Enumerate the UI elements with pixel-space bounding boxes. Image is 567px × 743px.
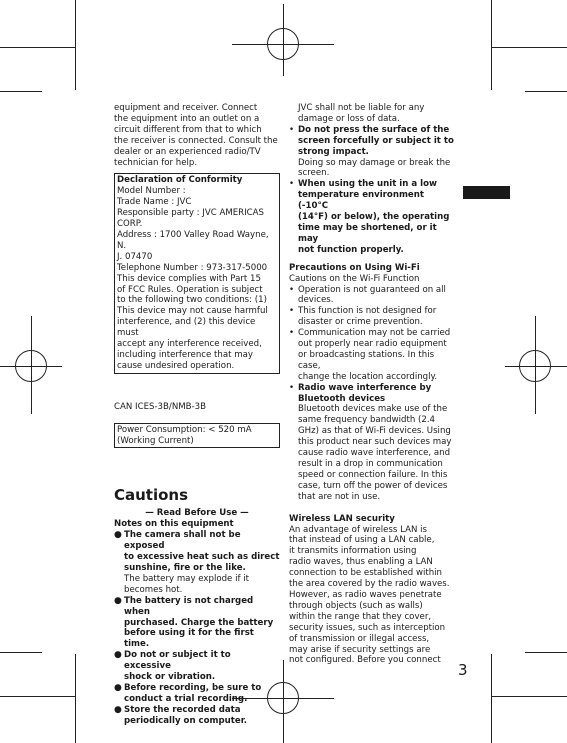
bullet-icon: ●	[114, 595, 122, 606]
crop-mark	[491, 0, 492, 90]
wifi-cautions-subheading: Cautions on the Wi-Fi Function	[289, 273, 420, 284]
notes-list	[114, 530, 280, 726]
list-item: • Do not press the surface of the screen forcefully or subject it to strong impact. Doing so may damage or break the screen.	[289, 124, 454, 179]
wireless-lan-security-heading: Wireless LAN security	[289, 513, 395, 524]
continued-text: JVC shall not be liable for any damage or loss of data.	[298, 103, 425, 124]
list-item: ● Before recording, be sure to conduct a trial recording.	[114, 682, 262, 704]
declaration-body: Model Number : Trade Name : JVC Responsible party : JVC AMERICAS CORP. Address : 1700 Valley Road Wayne, N. J. 07470 Telephone Number : 973-317-5000 This device complies with Part 15 of FCC Rules. Operation is subject to the following two conditions: (1) This device may not cause harmful interference, and (2) this device must accept any interference received, including interference that may cause undesired operation.	[117, 186, 269, 371]
crop-mark	[491, 654, 492, 743]
bullet-icon: ●	[114, 530, 122, 541]
registration-line	[505, 366, 567, 367]
declaration-of-conformity-box	[114, 173, 280, 373]
registration-line	[0, 366, 62, 367]
intro-text: equipment and receiver. Connect the equipment into an outlet on a circuit different from that to which the receiver is connected. Consult the dealer or an experienced radio/TV technician for help.	[114, 103, 278, 168]
list-item: ● The camera shall not be exposed to excessive heat such as direct sunshine, fire or the like. The battery may explode if it becomes hot.	[114, 530, 280, 595]
bullet-icon: •	[289, 179, 295, 190]
can-ices-label: CAN ICES-3B/NMB-3B	[114, 401, 207, 412]
declaration-title: Declaration of Conformity	[117, 175, 243, 186]
crop-mark	[75, 0, 76, 90]
list-item: ● Do not or subject it to excessive shock or vibration.	[114, 650, 231, 683]
crop-mark	[75, 654, 76, 743]
column-left	[114, 103, 280, 727]
wifi-precautions-heading: Precautions on Using Wi-Fi	[289, 262, 420, 273]
bullet-icon: •	[289, 284, 295, 295]
bullet-icon: •	[289, 328, 295, 339]
bullet-icon: •	[289, 382, 295, 393]
section-tab-marker	[463, 186, 510, 199]
notes-heading: Notes on this equipment	[114, 519, 234, 530]
crop-mark	[491, 696, 567, 697]
power-consumption-box	[114, 423, 280, 449]
bullet-icon: ●	[114, 650, 122, 661]
bullet-icon: •	[289, 306, 295, 317]
crop-mark	[0, 696, 76, 697]
registration-line	[283, 4, 284, 76]
wifi-caution-list	[289, 285, 455, 503]
page-number: 3	[458, 661, 468, 679]
column-right	[289, 103, 455, 666]
cautions-heading: Cautions	[114, 486, 189, 505]
list-item: • This function is not designed for disaster or crime prevention.	[289, 306, 437, 328]
crop-mark	[491, 47, 567, 48]
registration-line	[283, 660, 284, 743]
list-item: • Operation is not guaranteed on all devices.	[289, 284, 446, 306]
list-item: • Radio wave interference by Bluetooth devices Bluetooth devices make use of the same frequency bandwidth (2.4 GHz) as that of Wi-Fi devices. Using this product near such devices may cause radio wave interference, and result in a drop in communication speed or connection failure. In this case, turn off the power of devices that are not in use.	[289, 382, 452, 502]
list-item: • When using the unit in a low temperature environment (-10°C (14°F) or below), the operating time may be shortened, or it may not function properly.	[289, 179, 450, 255]
crop-mark	[525, 652, 567, 653]
bullet-icon: ●	[114, 704, 122, 715]
crop-mark	[0, 47, 76, 48]
wireless-lan-security-body: An advantage of wireless LAN is that instead of using a LAN cable, it transmits information using radio waves, thus enabling a LAN connection to be established within the area covered by the radio waves. However, as radio waves penetrate through objects (such as walls) within the range that they cover, security issues, such as interception of transmission or illegal access, may arise if security settings are not configured. Before you connect	[289, 524, 450, 666]
list-item: • Communication may not be carried out properly near radio equipment or broadcasting stations. In this case, change the location accordingly.	[289, 328, 451, 382]
registration-line	[535, 316, 536, 414]
read-before-use-label: — Read Before Use —	[145, 508, 249, 519]
list-item: ● Store the recorded data periodically on computer.	[114, 704, 247, 726]
top-caution-list	[289, 125, 455, 256]
bullet-icon: ●	[114, 682, 122, 693]
registration-line	[232, 44, 334, 45]
crop-mark	[0, 91, 42, 92]
registration-line	[31, 316, 32, 414]
bullet-icon: •	[289, 124, 295, 135]
crop-mark	[0, 652, 42, 653]
power-consumption-text: Power Consumption: < 520 mA (Working Current)	[117, 424, 252, 446]
list-item: ● The battery is not charged when purchased. Charge the battery before using it for the first time.	[114, 595, 274, 650]
crop-mark	[525, 91, 567, 92]
